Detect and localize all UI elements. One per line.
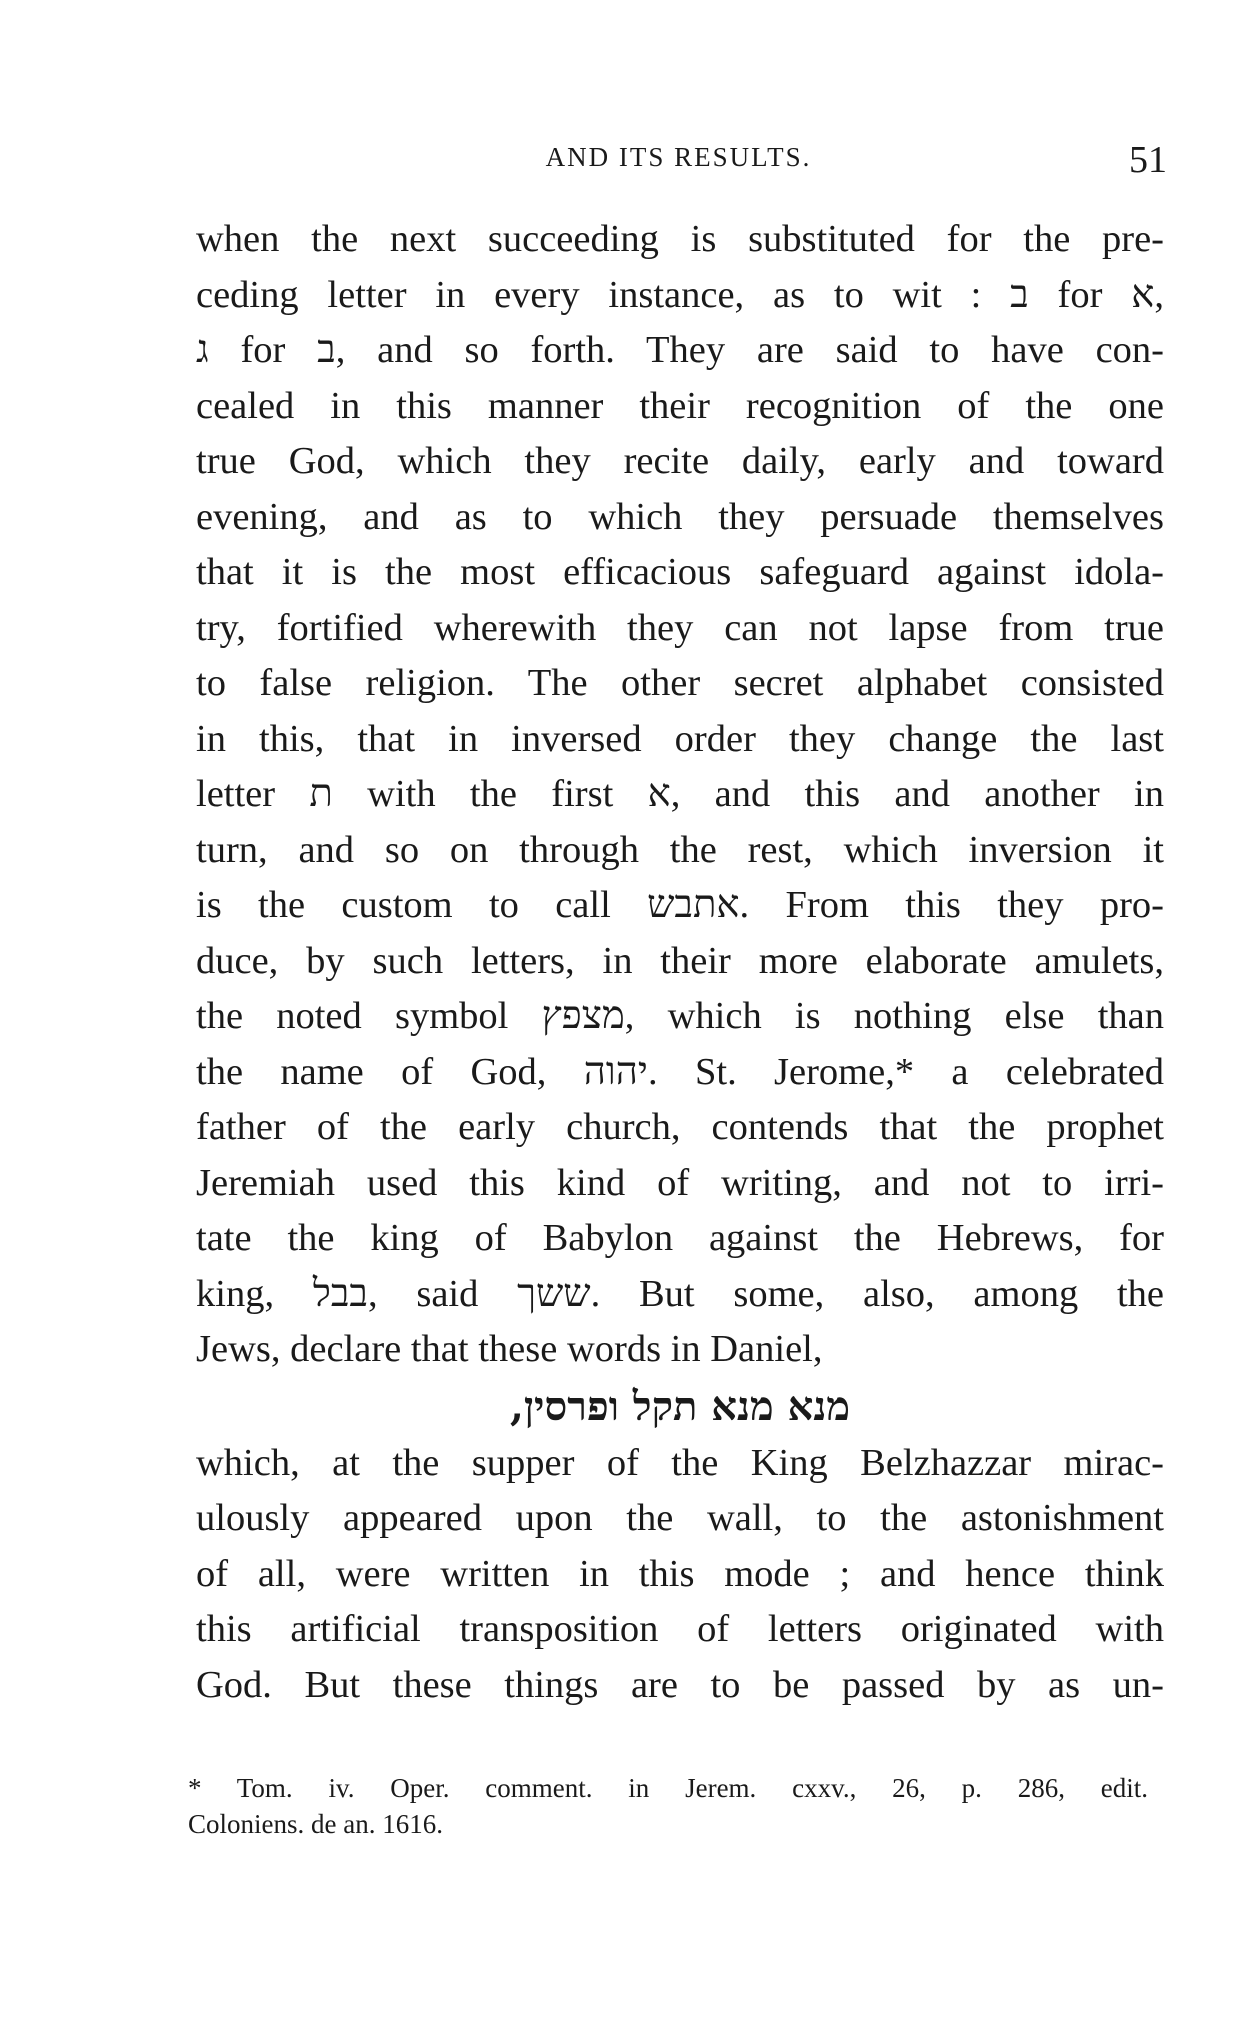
footnote-line: * Tom. iv. Oper. comment. in Jerem. cxxv., 26, p. 286, edit.: [188, 1773, 1148, 1803]
text-line: ulously appeared upon the wall, to the astonishment: [196, 1497, 1164, 1539]
text-line: tate the king of Babylon against the Hebrews, for: [196, 1217, 1164, 1259]
text-line: try, fortified wherewith they can not lapse from true: [196, 606, 1164, 649]
text-line: the noted symbol מצפץ, which is nothing else than: [196, 995, 1164, 1037]
footnote: [188, 1770, 1148, 1842]
page-number: 51: [1129, 139, 1167, 181]
text-line: that it is the most efficacious safeguard against idola-: [196, 551, 1164, 593]
text-line: Jeremiah used this kind of writing, and not to irri-: [196, 1161, 1164, 1204]
text-line: is the custom to call אתבש. From this they pro-: [196, 884, 1164, 926]
text-line: to false religion. The other secret alphabet consisted: [196, 662, 1164, 704]
text-line: God. But these things are to be passed by as un-: [196, 1663, 1164, 1706]
text-line: of all, were written in this mode ; and hence think: [196, 1552, 1164, 1595]
body-text: [196, 212, 1164, 1713]
text-line: turn, and so on through the rest, which inversion it: [196, 828, 1164, 871]
text-line: father of the early church, contends that the prophet: [196, 1106, 1164, 1148]
text-line: ceding letter in every instance, as to wit : ב for א,: [196, 273, 1164, 316]
text-line: Jews, declare that these words in Daniel,: [196, 1328, 823, 1370]
hebrew-quote: מנא מנא תקל ופרסין,: [509, 1382, 851, 1430]
running-head: AND ITS RESULTS.: [545, 142, 812, 172]
text-line: ג for ב, and so forth. They are said to have con-: [196, 329, 1164, 371]
text-line: true God, which they recite daily, early and toward: [196, 440, 1164, 482]
text-line: king, בבל, said ששך. But some, also, among the: [196, 1272, 1164, 1315]
text-line: the name of God, יהוה. St. Jerome,* a celebrated: [196, 1050, 1164, 1093]
text-line: duce, by such letters, in their more elaborate amulets,: [196, 939, 1164, 982]
text-line: evening, and as to which they persuade themselves: [196, 495, 1164, 538]
text-line: in this, that in inversed order they change the last: [196, 717, 1164, 760]
text-line: this artificial transposition of letters originated with: [196, 1608, 1164, 1650]
footnote-line: Coloniens. de an. 1616.: [188, 1809, 443, 1839]
page-header: [190, 138, 1167, 182]
text-line: cealed in this manner their recognition of the one: [196, 384, 1164, 427]
text-line: which, at the supper of the King Belzhazzar mirac-: [196, 1441, 1164, 1484]
text-line: letter ת with the first א, and this and another in: [196, 773, 1164, 815]
text-line: when the next succeeding is substituted for the pre-: [196, 218, 1164, 260]
